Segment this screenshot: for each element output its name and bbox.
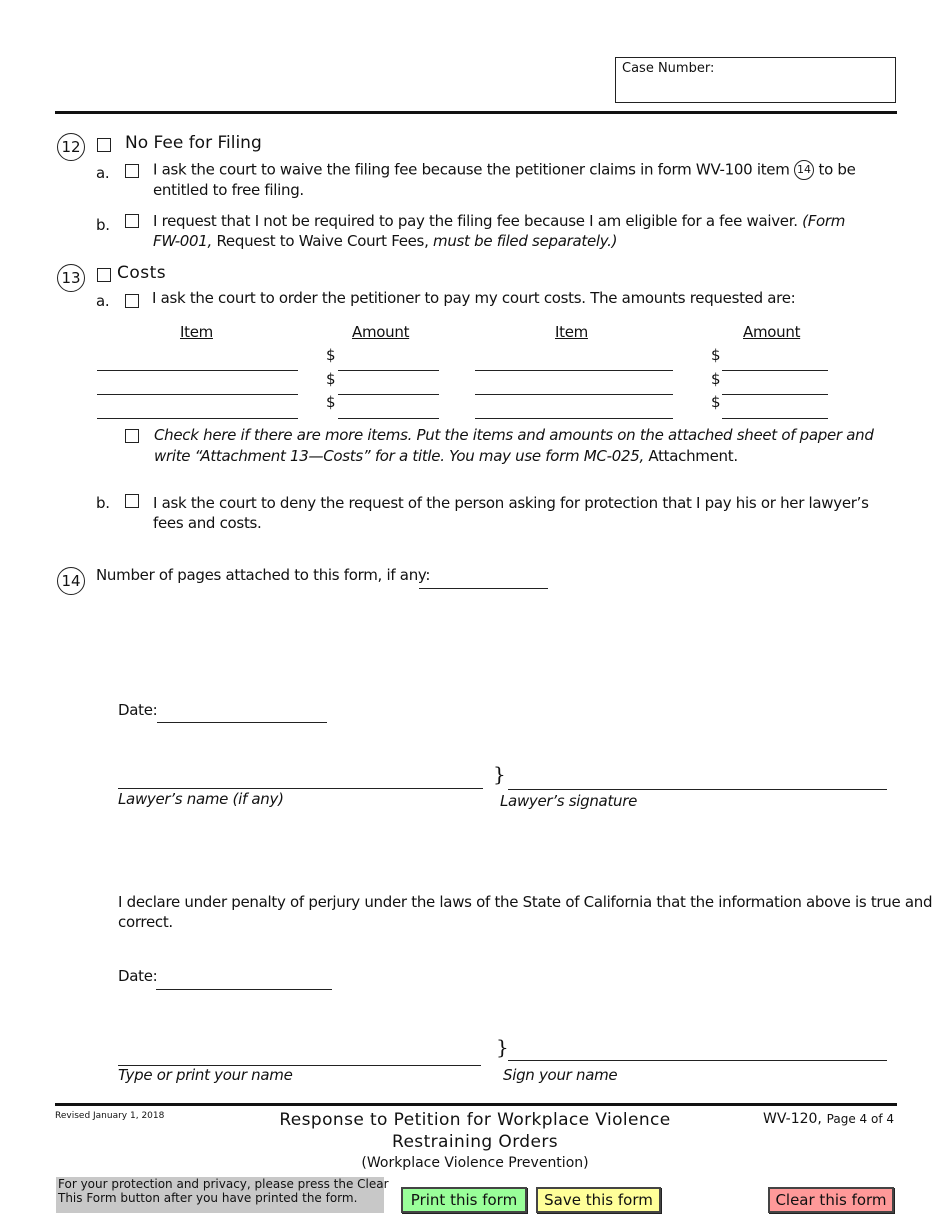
- item-13-title: Costs: [117, 263, 167, 283]
- cost-amount-field[interactable]: [338, 418, 439, 419]
- footer-title: [255, 1109, 695, 1173]
- item-13a-letter: a.: [96, 292, 110, 310]
- cost-item-field[interactable]: [97, 394, 298, 395]
- item-12a-text-post: to be: [818, 160, 856, 179]
- lawyer-date-field[interactable]: [157, 722, 327, 723]
- printed-name-caption: Type or print your name: [118, 1066, 293, 1084]
- item-12-title: No Fee for Filing: [125, 133, 262, 153]
- currency-sign: $: [326, 346, 336, 364]
- declaration-line2: correct.: [118, 913, 173, 931]
- signature-caption: Sign your name: [503, 1066, 618, 1084]
- cost-item-field[interactable]: [475, 370, 673, 371]
- costs-col-item-2: Item: [555, 323, 588, 341]
- lawyer-signature-field[interactable]: [508, 789, 887, 790]
- declaration-bracket: }: [496, 1035, 509, 1059]
- item-13b-checkbox[interactable]: [125, 494, 139, 508]
- item-12a-checkbox[interactable]: [125, 164, 139, 178]
- item-13a-text: I ask the court to order the petitioner to pay my court costs. The amounts requested are:: [152, 289, 796, 307]
- cost-amount-field[interactable]: [722, 394, 828, 395]
- lawyer-bracket: }: [493, 762, 506, 786]
- declaration-date-field[interactable]: [156, 989, 332, 990]
- save-form-button[interactable]: Save this form: [536, 1187, 661, 1213]
- lawyer-name-field[interactable]: [118, 788, 483, 789]
- item-12b-form-name: Request to Waive Court Fees,: [216, 232, 429, 250]
- cost-amount-field[interactable]: [722, 370, 828, 371]
- cost-item-field[interactable]: [97, 418, 298, 419]
- footer-title-line1: Response to Petition for Workplace Violence: [279, 1110, 671, 1130]
- lawyer-date-label: Date:: [118, 701, 158, 719]
- clear-form-button[interactable]: Clear this form: [768, 1187, 894, 1213]
- footer-title-line2: Restraining Orders: [392, 1132, 558, 1152]
- item-12b-note: must be filed separately.): [433, 232, 618, 250]
- costs-col-amount-2: Amount: [743, 323, 801, 341]
- currency-sign: $: [326, 393, 336, 411]
- case-number-box[interactable]: [615, 57, 896, 103]
- more-items-line2: [154, 447, 738, 465]
- privacy-notice: [56, 1177, 389, 1213]
- item-13a-checkbox[interactable]: [125, 294, 139, 308]
- item-14-reference: 14: [794, 160, 814, 180]
- more-items-form-name: Attachment.: [648, 447, 738, 465]
- item-12b-line1: [153, 212, 845, 230]
- currency-sign: $: [711, 393, 721, 411]
- cost-amount-field[interactable]: [338, 370, 439, 371]
- signature-field[interactable]: [508, 1060, 887, 1061]
- declaration-line1: I declare under penalty of perjury under the laws of the State of California that the information above is true and: [118, 893, 933, 911]
- item-12b-form-id: FW-001,: [153, 232, 213, 250]
- footer-rule: [55, 1103, 897, 1106]
- item-13b-line1: I ask the court to deny the request of the person asking for protection that I pay his or her lawyer’s: [153, 494, 869, 512]
- form-id: WV-120,: [763, 1111, 822, 1127]
- item-12a-line1: [153, 160, 856, 180]
- item-12-number: 12: [57, 133, 85, 161]
- currency-sign: $: [711, 370, 721, 388]
- costs-col-item-1: Item: [180, 323, 213, 341]
- lawyer-signature-caption: Lawyer’s signature: [500, 792, 638, 810]
- privacy-notice-line2: This Form button after you have printed the form.: [58, 1191, 358, 1205]
- lawyer-name-caption: Lawyer’s name (if any): [118, 790, 284, 808]
- item-13b-letter: b.: [96, 494, 110, 512]
- item-13-checkbox[interactable]: [97, 268, 111, 282]
- footer-subtitle: (Workplace Violence Prevention): [361, 1155, 589, 1171]
- more-items-checkbox[interactable]: [125, 429, 139, 443]
- item-14-number: 14: [57, 567, 85, 595]
- cost-item-field[interactable]: [97, 370, 298, 371]
- declaration-date-label: Date:: [118, 967, 158, 985]
- item-13-number: 13: [57, 264, 85, 292]
- item-12b-line2: [153, 232, 617, 250]
- privacy-notice-line1: For your protection and privacy, please press the Clear: [58, 1177, 389, 1191]
- item-12b-form-ref: (Form: [802, 212, 846, 230]
- print-form-button[interactable]: Print this form: [401, 1187, 527, 1213]
- revised-date: Revised January 1, 2018: [55, 1111, 165, 1121]
- cost-amount-field[interactable]: [722, 418, 828, 419]
- item-13b-line2: fees and costs.: [153, 514, 262, 532]
- item-12a-letter: a.: [96, 164, 110, 182]
- case-number-label: Case Number:: [622, 61, 715, 76]
- costs-col-amount-1: Amount: [352, 323, 410, 341]
- item-12a-text: I ask the court to waive the filing fee because the petitioner claims in form WV-100 item: [153, 160, 790, 179]
- item-14-text: Number of pages attached to this form, if any:: [96, 566, 431, 584]
- cost-amount-field[interactable]: [338, 394, 439, 395]
- pages-attached-field[interactable]: [419, 588, 548, 589]
- currency-sign: $: [711, 346, 721, 364]
- item-12b-checkbox[interactable]: [125, 214, 139, 228]
- page-number: Page 4 of 4: [826, 1112, 894, 1126]
- item-12-checkbox[interactable]: [97, 138, 111, 152]
- item-12b-text: I request that I not be required to pay the filing fee because I am eligible for a fee waiver.: [153, 212, 798, 230]
- more-items-instruction: write “Attachment 13—Costs” for a title. You may use form MC-025,: [154, 447, 644, 465]
- cost-item-field[interactable]: [475, 418, 673, 419]
- cost-item-field[interactable]: [475, 394, 673, 395]
- item-12b-letter: b.: [96, 216, 110, 234]
- header-rule: [55, 111, 897, 114]
- item-12a-line2: entitled to free filing.: [153, 181, 304, 199]
- form-id-page: [763, 1109, 894, 1127]
- currency-sign: $: [326, 370, 336, 388]
- more-items-line1: Check here if there are more items. Put the items and amounts on the attached sheet of paper and: [154, 426, 874, 444]
